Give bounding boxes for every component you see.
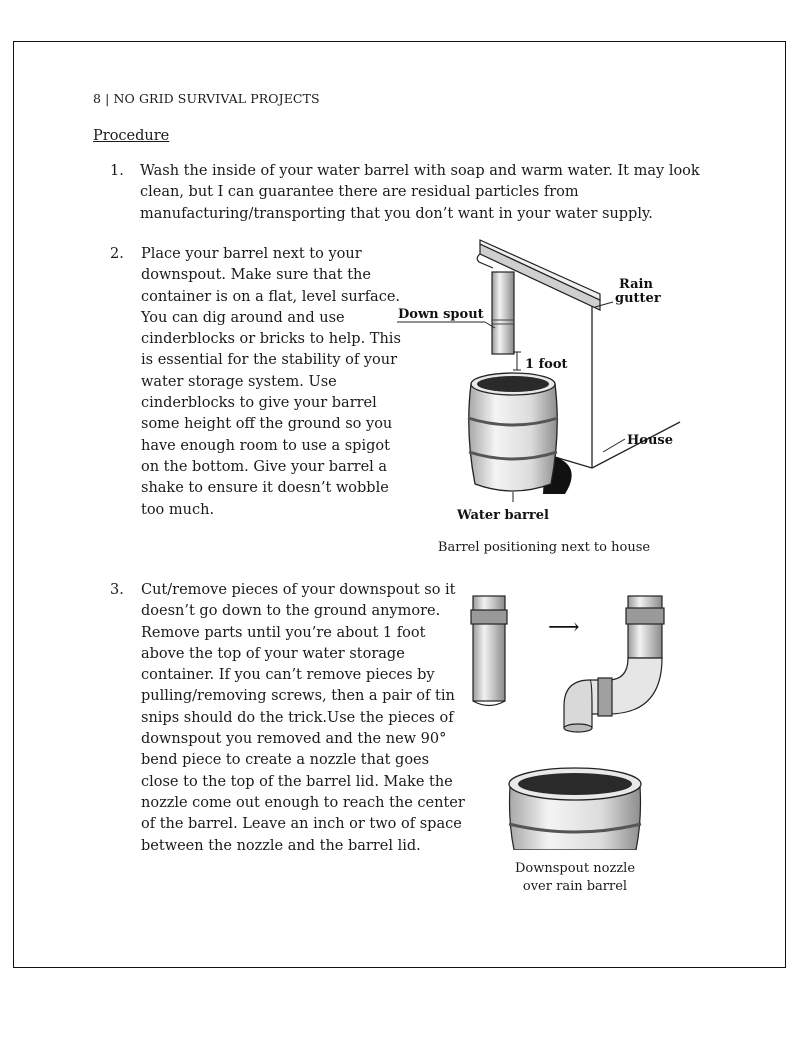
water-barrel xyxy=(469,384,558,491)
section-title: Procedure xyxy=(93,128,170,144)
barrel-positioning-illustration xyxy=(395,232,700,532)
step-text: Cut/remove pieces of your downspout so it doesn’t go down to the ground anymore. Remove parts until you’re about 1 foot above the top of your water storage container. If you can’t remove pieces by pulling/removing screws, then a pair of tin snips should do the trick.Use the pieces of downspout you removed and the new 90° bend piece to create a nozzle that goes close to the top of the barrel lid. Make the nozzle come out enough to reach the center of the barrel. Leave an inch or two of space between the nozzle and the barrel lid. xyxy=(141,582,465,854)
figure-1-caption: Barrel positioning next to house xyxy=(437,540,651,555)
figure-2-caption-line-2: over rain barrel xyxy=(522,879,628,894)
step-text: Wash the inside of your water barrel with soap and warm water. It may look clean, but I can guarantee there are residual particles from manufacturing/transporting that you don’t want in your water supply. xyxy=(140,163,700,222)
step-number: 3. xyxy=(110,582,124,598)
figure-2-caption-line-1: Downspout nozzle xyxy=(514,861,636,876)
step-text: Place your barrel next to your downspout. Make sure that the container is on a flat, level surface. You can dig around and use cinderblocks or bricks to help. This is essential for the stability of your water storage system. Use cinderblocks to give your barrel some height off the ground so you have enough room to use a spigot on the bottom. Give your barrel a shake to ensure it doesn’t wobble too much. xyxy=(141,246,401,518)
downspout-pipe xyxy=(492,272,514,354)
label-one-foot: 1 foot xyxy=(525,357,568,372)
label-house: House xyxy=(627,433,673,448)
label-down-spout: Down spout xyxy=(398,307,484,322)
step-number: 2. xyxy=(110,246,124,262)
label-water-barrel: Water barrel xyxy=(457,508,549,523)
label-gutter: gutter xyxy=(615,291,661,306)
step-number: 1. xyxy=(110,163,124,179)
downspout-nozzle-illustration xyxy=(468,588,708,850)
label-rain: Rain xyxy=(619,277,653,292)
figure-2-caption xyxy=(500,860,650,896)
running-head: 8 | NO GRID SURVIVAL PROJECTS xyxy=(93,91,320,106)
transform-arrow: ⟶ xyxy=(548,615,580,640)
